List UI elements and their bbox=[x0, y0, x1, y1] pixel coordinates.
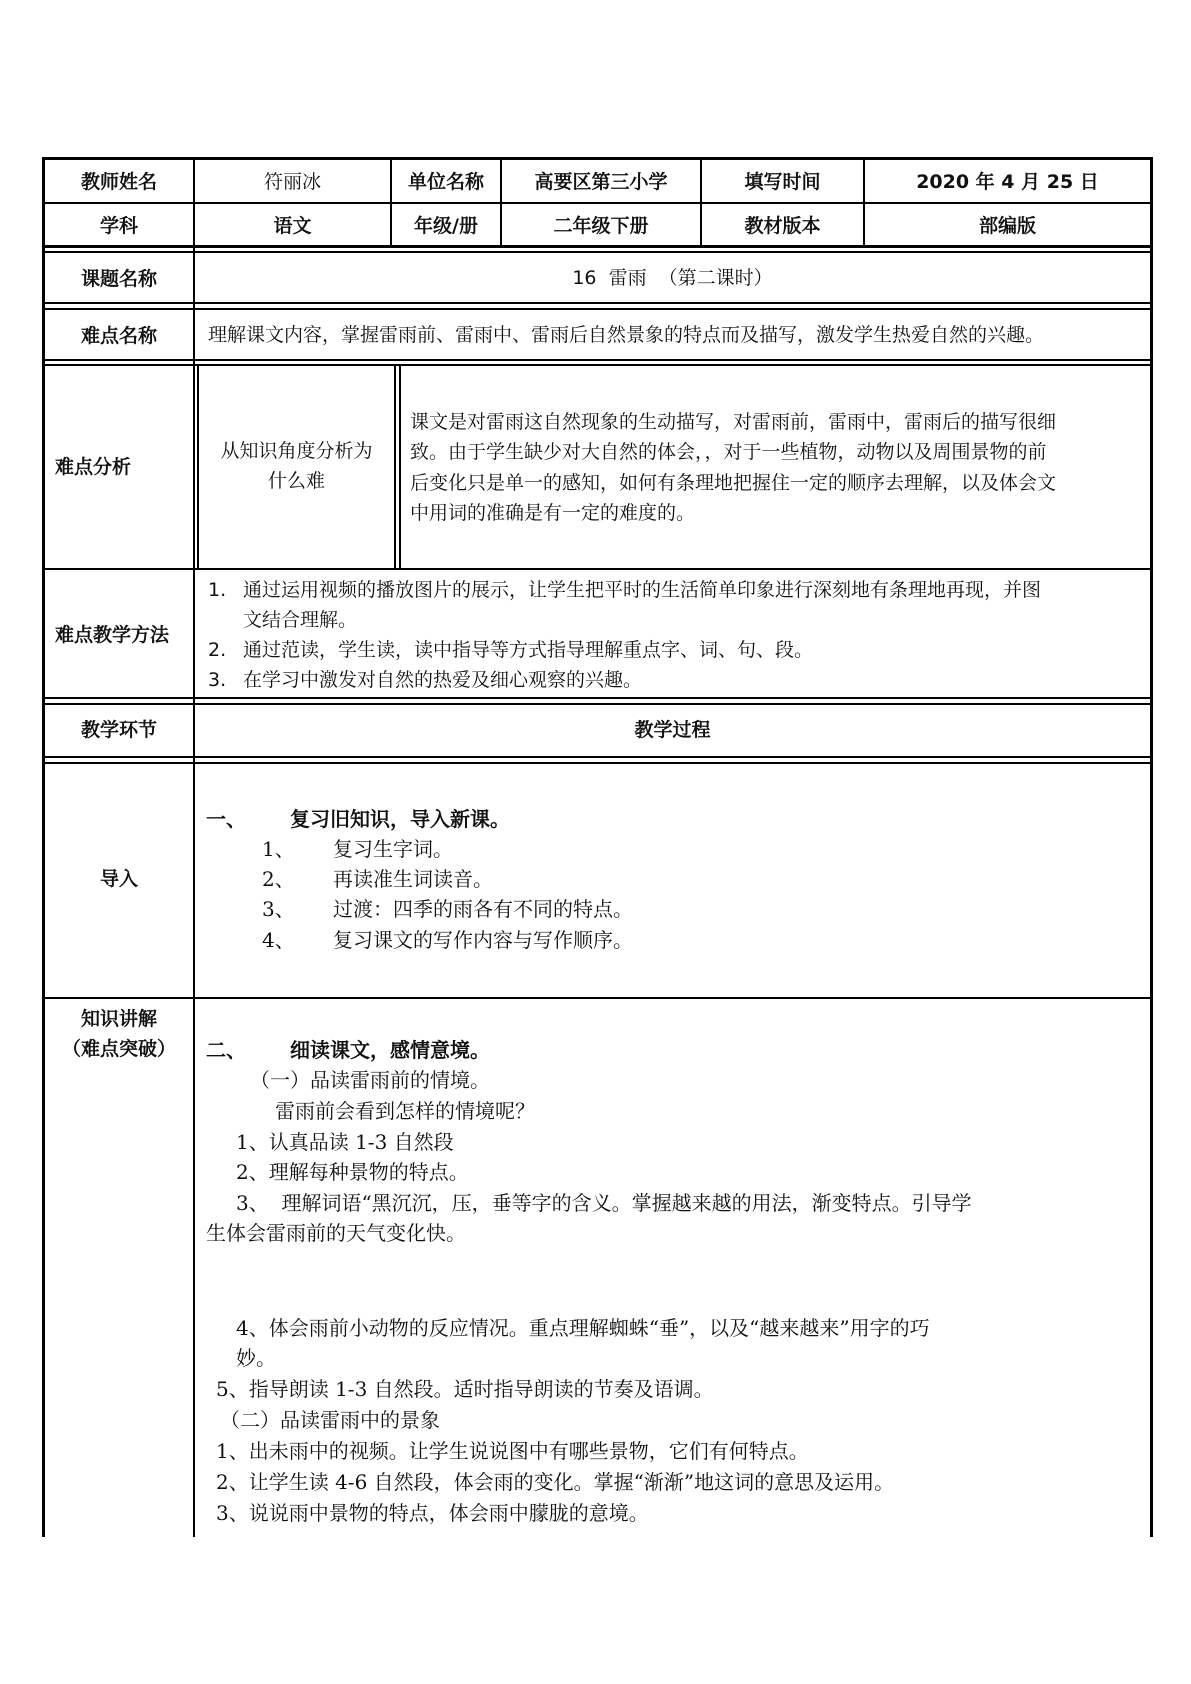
teacher-label: 教师姓名 bbox=[80, 171, 157, 193]
intro-item-num: 2、 bbox=[262, 867, 295, 891]
analysis-line: 中用词的准确是有一定的难度的。 bbox=[410, 502, 696, 524]
row-rule bbox=[42, 697, 1153, 699]
knowledge-line: 5、指导朗读 1-3 自然段。适时指导朗读的节奏及语调。 bbox=[216, 1377, 714, 1401]
difficulty-value: 理解课文内容，掌握雷雨前、雷雨中、雷雨后自然景象的特点而及描写，激发学生热爱自然的兴趣。 bbox=[208, 324, 1045, 346]
row-rule bbox=[42, 359, 1153, 361]
grade-label: 年级/册 bbox=[414, 215, 478, 237]
row-rule bbox=[42, 202, 1153, 204]
intro-item-num: 1、 bbox=[262, 837, 295, 861]
intro-item: 复习课文的写作内容与写作顺序。 bbox=[333, 928, 633, 952]
subject-value: 语文 bbox=[273, 215, 312, 237]
col-rule bbox=[399, 364, 401, 570]
knowledge-heading-num: 二、 bbox=[206, 1038, 246, 1062]
knowledge-line: 4、体会雨前小动物的反应情况。重点理解蜘蛛“垂”，以及“越来越来”用字的巧 bbox=[236, 1316, 930, 1340]
method-line: 通过范读，学生读，读中指导等方式指导理解重点字、词、句、段。 bbox=[243, 639, 814, 661]
row-rule bbox=[42, 762, 1153, 764]
row-rule bbox=[42, 703, 1153, 705]
method-line: 文结合理解。 bbox=[243, 609, 358, 631]
intro-item-num: 3、 bbox=[262, 897, 295, 921]
knowledge-line: 2、理解每种景物的特点。 bbox=[236, 1160, 469, 1184]
row-rule bbox=[42, 251, 1153, 253]
methods-label: 难点教学方法 bbox=[55, 624, 170, 646]
knowledge-heading: 细读课文，感情意境。 bbox=[290, 1038, 490, 1062]
col-rule bbox=[193, 157, 195, 1537]
row-rule bbox=[42, 568, 1153, 570]
teacher-name: 符丽冰 bbox=[263, 171, 321, 193]
col-rule bbox=[197, 364, 199, 570]
topic-value: 16 雷雨 （第二课时） bbox=[572, 267, 773, 289]
analysis-label: 难点分析 bbox=[55, 456, 132, 478]
knowledge-line: 1、出未雨中的视频。让学生说说图中有哪些景物，它们有何特点。 bbox=[216, 1439, 809, 1463]
intro-heading: 复习旧知识，导入新课。 bbox=[290, 807, 510, 831]
row-rule bbox=[42, 245, 1153, 248]
intro-item: 再读准生词读音。 bbox=[333, 867, 493, 891]
row-rule bbox=[42, 308, 1153, 310]
analysis-sub-label-2: 什么难 bbox=[267, 470, 325, 492]
edition-label: 教材版本 bbox=[744, 215, 821, 237]
knowledge-line: 生体会雷雨前的天气变化快。 bbox=[206, 1221, 466, 1245]
method-num: 2. bbox=[208, 639, 227, 661]
table-border-top bbox=[42, 157, 1153, 160]
intro-label: 导入 bbox=[99, 868, 138, 890]
knowledge-line: 雷雨前会看到怎样的情境呢？ bbox=[275, 1099, 535, 1123]
col-rule bbox=[394, 364, 396, 570]
knowledge-line: 3、说说雨中景物的特点，体会雨中朦胧的意境。 bbox=[216, 1501, 649, 1525]
knowledge-label-1: 知识讲解 bbox=[80, 1008, 157, 1030]
date-value: 2020 年 4 月 25 日 bbox=[916, 171, 1099, 193]
process-step-label: 教学环节 bbox=[80, 719, 157, 741]
unit-name: 高要区第三小学 bbox=[534, 171, 668, 193]
knowledge-line: 1、认真品读 1-3 自然段 bbox=[236, 1130, 454, 1154]
intro-item: 复习生字词。 bbox=[333, 837, 453, 861]
row-rule bbox=[42, 364, 1153, 366]
row-rule bbox=[42, 756, 1153, 758]
date-label: 填写时间 bbox=[744, 171, 821, 193]
intro-item: 过渡：四季的雨各有不同的特点。 bbox=[333, 897, 633, 921]
grade-value: 二年级下册 bbox=[553, 215, 649, 237]
analysis-sub-label-1: 从知识角度分析为 bbox=[220, 440, 373, 462]
method-line: 通过运用视频的播放图片的展示，让学生把平时的生活简单印象进行深刻地有条理地再现，并图 bbox=[243, 579, 1042, 601]
knowledge-label-2: （难点突破） bbox=[61, 1038, 176, 1060]
analysis-line: 致。由于学生缺少对大自然的体会，，对于一些植物，动物以及周围景物的前 bbox=[410, 441, 1047, 463]
knowledge-line: 妙。 bbox=[236, 1346, 276, 1370]
analysis-line: 后变化只是单一的感知，如何有条理地把握住一定的顺序去理解，以及体会文 bbox=[410, 472, 1057, 494]
knowledge-line: （一）品读雷雨前的情境。 bbox=[250, 1068, 490, 1092]
method-line: 在学习中激发对自然的热爱及细心观察的兴趣。 bbox=[243, 669, 643, 691]
difficulty-label: 难点名称 bbox=[80, 325, 157, 347]
row-rule bbox=[42, 997, 1153, 999]
topic-label: 课题名称 bbox=[80, 268, 157, 290]
method-num: 1. bbox=[208, 579, 227, 601]
process-label: 教学过程 bbox=[634, 719, 711, 741]
unit-label: 单位名称 bbox=[407, 171, 484, 193]
intro-item-num: 4、 bbox=[262, 928, 295, 952]
analysis-line: 课文是对雷雨这自然现象的生动描写，对雷雨前，雷雨中，雷雨后的描写很细 bbox=[410, 411, 1057, 433]
knowledge-line: （二）品读雷雨中的景象 bbox=[220, 1408, 440, 1432]
knowledge-line: 3、 理解词语“黑沉沉，压，垂等字的含义。掌握越来越的用法，渐变特点。引导学 bbox=[236, 1191, 972, 1215]
subject-label: 学科 bbox=[99, 215, 138, 237]
knowledge-line: 2、让学生读 4-6 自然段，体会雨的变化。掌握“渐渐”地这词的意思及运用。 bbox=[216, 1470, 895, 1494]
row-rule bbox=[42, 302, 1153, 304]
edition-value: 部编版 bbox=[978, 215, 1036, 237]
method-num: 3. bbox=[208, 669, 227, 691]
intro-heading-num: 一、 bbox=[206, 807, 246, 831]
